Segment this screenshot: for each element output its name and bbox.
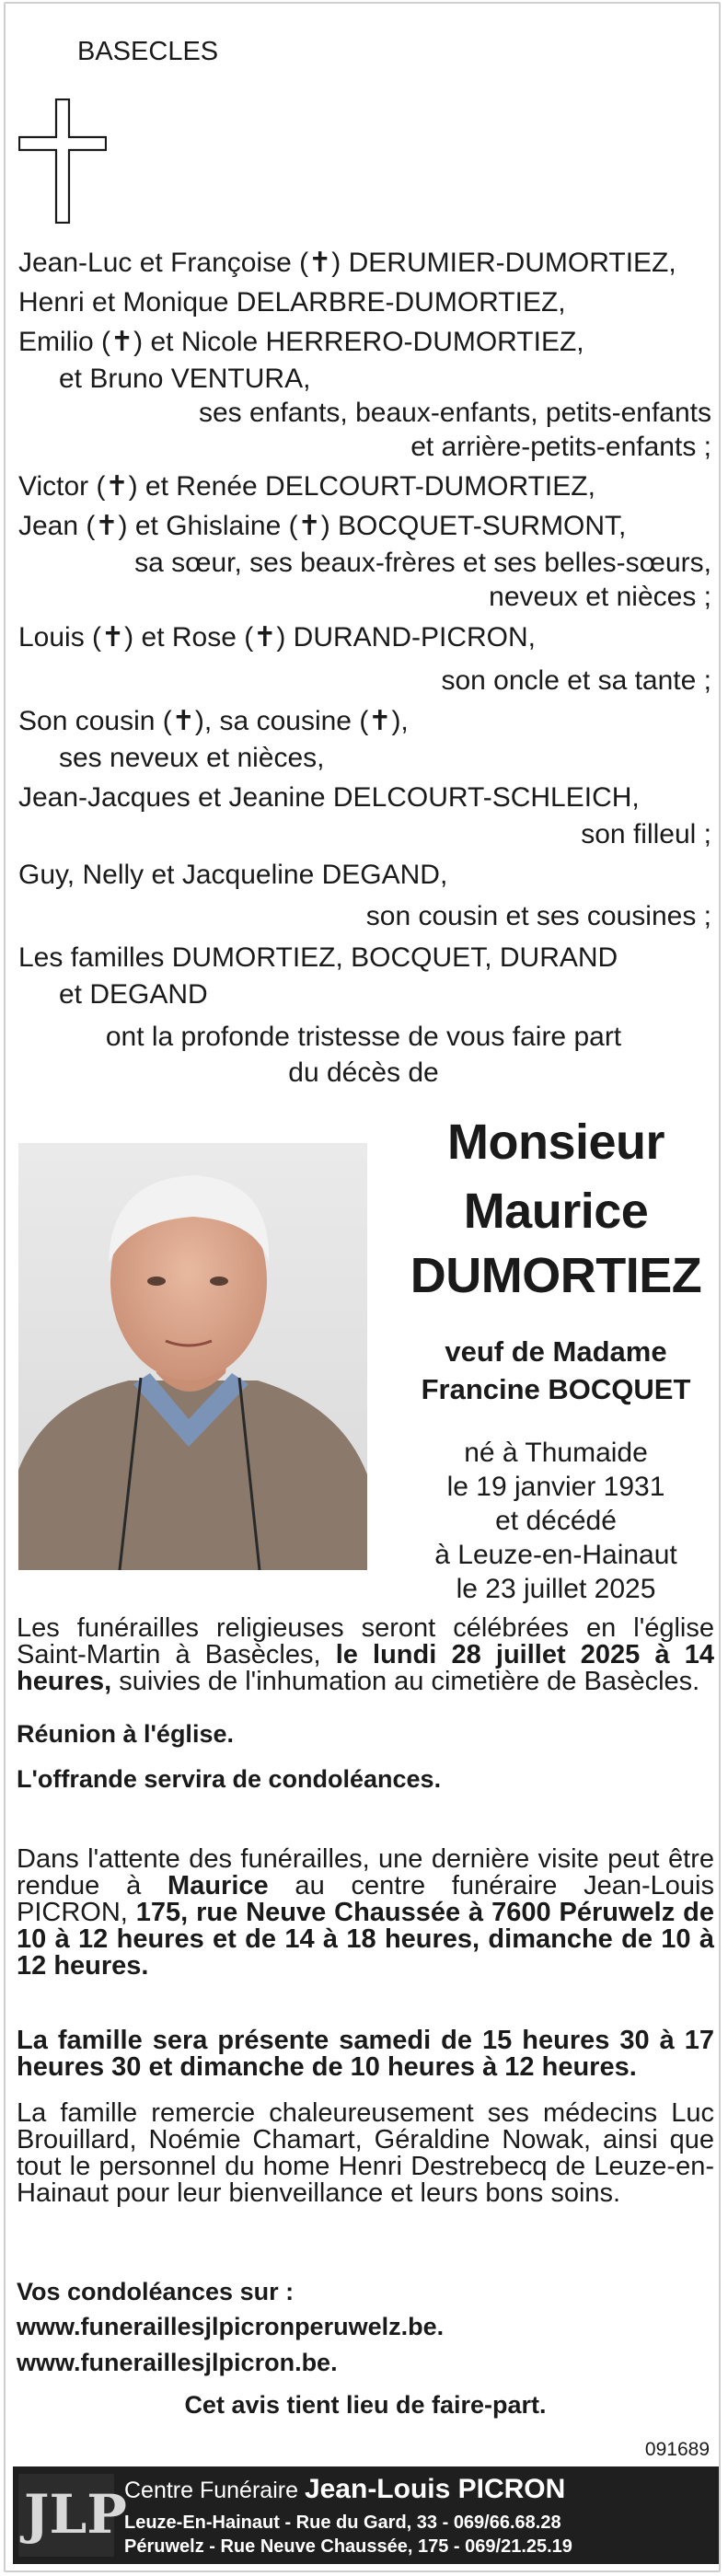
deceased-title: Monsieur <box>446 1115 665 1170</box>
family-line: Henri et Monique DELARBRE-DUMORTIEZ, <box>18 287 566 318</box>
family-line: et arrière-petits-enfants ; <box>410 432 711 462</box>
family-presence: La famille sera présente samedi de 15 heures 30 à 17 heures 30 et dimanche de 10 heures à 12 heures. <box>17 2026 714 2082</box>
family-line: son oncle et sa tante ; <box>441 665 711 696</box>
funeral-home-title: Centre Funéraire Jean-Louis PICRON <box>124 2474 566 2504</box>
birth-line: le 19 janvier 1931 <box>446 1472 665 1502</box>
family-line: son cousin et ses cousines ; <box>365 901 711 931</box>
widow-line: veuf de Madame <box>445 1335 667 1368</box>
family-line: Les familles DUMORTIEZ, BOCQUET, DURAND <box>18 942 618 973</box>
family-line: et DEGAND <box>59 979 208 1010</box>
family-line: Son cousin (✝), sa cousine (✝), <box>18 706 409 736</box>
jlp-logo: JLP <box>18 2474 114 2557</box>
condolences-label: Vos condoléances sur : <box>17 2278 295 2305</box>
family-line: Jean-Luc et Françoise (✝) DERUMIER-DUMORTIEZ, <box>18 248 676 278</box>
family-line: neveux et nièces ; <box>489 582 711 612</box>
family-line: Guy, Nelly et Jacqueline DEGAND, <box>18 860 448 890</box>
funeral-home-banner <box>13 2466 719 2564</box>
family-line: son filleul ; <box>581 819 711 849</box>
family-line: sa sœur, ses beaux-frères et ses belles-sœurs, <box>134 548 711 578</box>
address-line: Péruwelz - Rue Neuve Chaussée, 175 - 069/21.25.19 <box>124 2536 572 2557</box>
faire-part-note: Cet avis tient lieu de faire-part. <box>184 2391 547 2419</box>
family-line: ses neveux et nièces, <box>59 743 325 773</box>
deceased-last-name: DUMORTIEZ <box>410 1248 702 1303</box>
cross-icon <box>18 98 107 224</box>
family-line: Jean-Jacques et Jeanine DELCOURT-SCHLEICH, <box>18 782 640 813</box>
family-line: ses enfants, beaux-enfants, petits-enfants <box>198 398 711 428</box>
visit-paragraph: Dans l'attente des funérailles, une dernière visite peut être rendue à Maurice au centre funéraire Jean-Louis PICRON, 175, rue Neuve Chaussée à 7600 Péruwelz de 10 à 12 heures et de 14 à 18 heures, dimanche de 10 à 12 heures. <box>17 1844 715 1981</box>
deceased-first-name: Maurice <box>463 1184 649 1239</box>
family-line: Jean (✝) et Ghislaine (✝) BOCQUET-SURMONT, <box>18 511 627 541</box>
birth-line: né à Thumaide <box>464 1438 648 1468</box>
family-line: Victor (✝) et Renée DELCOURT-DUMORTIEZ, <box>18 471 595 502</box>
condolences-link[interactable]: www.funeraillesjlpicronperuwelz.be. <box>17 2313 445 2340</box>
widow-line: Francine BOCQUET <box>421 1373 691 1405</box>
death-line: le 23 juillet 2025 <box>456 1574 656 1604</box>
death-line: et décédé <box>495 1506 617 1536</box>
family-line: et Bruno VENTURA, <box>59 364 311 394</box>
death-line: à Leuze-en-Hainaut <box>434 1540 677 1570</box>
thanks-paragraph: La famille remercie chaleureusement ses médecins Luc Brouillard, Noémie Chamart, Géraldine Nowak, ainsi que tout le personnel du home Henri Destrebecq de Leuze-en-Hainaut pour leur bienveillance et leurs bons soins. <box>17 2098 714 2208</box>
funeral-paragraph: Les funérailles religieuses seront célébrées en l'église Saint-Martin à Basècles, le lundi 28 juillet 2025 à 14 heures, suivies de l'inhumation au cimetière de Basècles. <box>17 1613 715 1696</box>
family-line: Emilio (✝) et Nicole HERRERO-DUMORTIEZ, <box>18 327 584 357</box>
announcement-line: du décès de <box>288 1057 439 1088</box>
reunion-note: Réunion à l'église. <box>17 1720 234 1748</box>
portrait-photo <box>18 1143 367 1570</box>
announcement-line: ont la profonde tristesse de vous faire part <box>105 1022 622 1052</box>
reference-number: 091689 <box>644 2439 710 2460</box>
address-line: Leuze-En-Hainaut - Rue du Gard, 33 - 069/66.68.28 <box>124 2512 561 2533</box>
location-header: BASECLES <box>77 37 219 66</box>
offrande-note: L'offrande servira de condoléances. <box>17 1765 442 1793</box>
condolences-link[interactable]: www.funeraillesjlpicron.be. <box>17 2349 338 2376</box>
family-line: Louis (✝) et Rose (✝) DURAND-PICRON, <box>18 622 537 653</box>
